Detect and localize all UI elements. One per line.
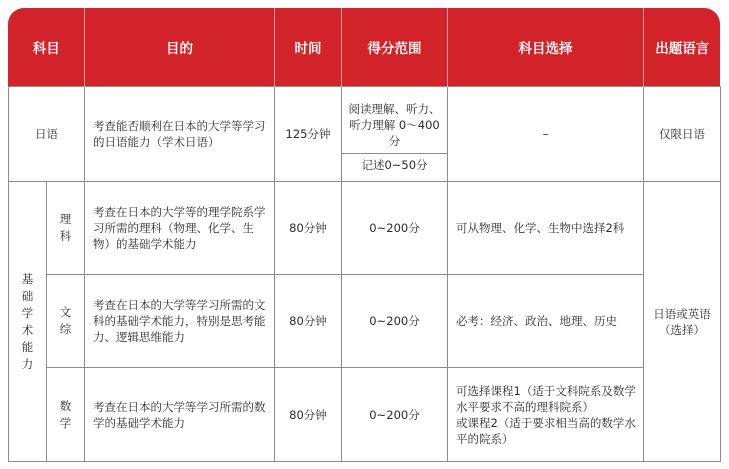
subject-math-label: 数学 [59,398,72,430]
header-time: 时间 [275,8,342,87]
subject-math [47,368,85,462]
purpose-japanese: 考查能否顺利在日本的大学等学习的日语能力（学术日语） [85,87,275,182]
subject-science-label: 理科 [59,212,72,243]
purpose-liberal-arts: 考查在日本的大学等学习所需的文科的基础学术能力，特别是思考能力、逻辑思维能力 [85,275,275,368]
time-science: 80分钟 [275,182,342,275]
score-liberal-arts: 0~200分 [342,275,448,368]
choice-math-course-1: 可选择课程1（适于文科院系及数学水平要求不高的理科院系） [456,383,636,414]
exam-subjects-table [8,8,721,462]
score-japanese-writing: 记述0~50分 [342,153,447,176]
table-row-liberal-arts [9,275,721,368]
header-subject: 科目 [32,41,60,57]
language-japanese: 仅限日语 [644,87,721,182]
table-row-math [9,368,721,462]
table-row-japanese [9,87,721,182]
table-row-science [9,182,721,275]
score-japanese-main: 阅读理解、听力、听力理解 0～400分 [348,101,441,148]
purpose-science: 考查在日本的大学等的理学院系学习所需的理科（物理、化学、生物）的基础学术能力 [85,182,275,275]
choice-math-course-2: 或课程2（适于要求相当高的数学水平的院系） [456,415,636,446]
choice-math [448,368,644,462]
subject-liberal-arts-label: 文综 [59,305,72,336]
choice-japanese: – [448,87,644,182]
time-liberal-arts: 80分钟 [275,275,342,368]
header-purpose: 目的 [85,8,275,87]
header-subject-choice: 科目选择 [448,8,644,87]
time-japanese: 125分钟 [275,87,342,182]
header-score-range: 得分范围 [342,8,448,87]
score-science: 0~200分 [342,182,448,275]
subject-liberal-arts [47,275,85,368]
choice-liberal-arts: 必考：经济、政治、地理、历史 [448,275,644,368]
time-math: 80分钟 [275,368,342,462]
group-basic-academic [9,182,47,462]
choice-science: 可从物理、化学、生物中选择2科 [448,182,644,275]
score-math: 0~200分 [342,368,448,462]
subject-japanese: 日语 [9,87,85,182]
purpose-math: 考查在日本的大学等学习所需的数学的基础学术能力 [85,368,275,462]
table-header-row [9,8,721,87]
language-basic-academic: 日语或英语（选择） [644,182,721,462]
subject-science [47,182,85,275]
header-language: 出题语言 [644,8,721,87]
score-japanese [342,87,448,182]
group-basic-academic-label: 基础学术能力 [21,271,34,371]
